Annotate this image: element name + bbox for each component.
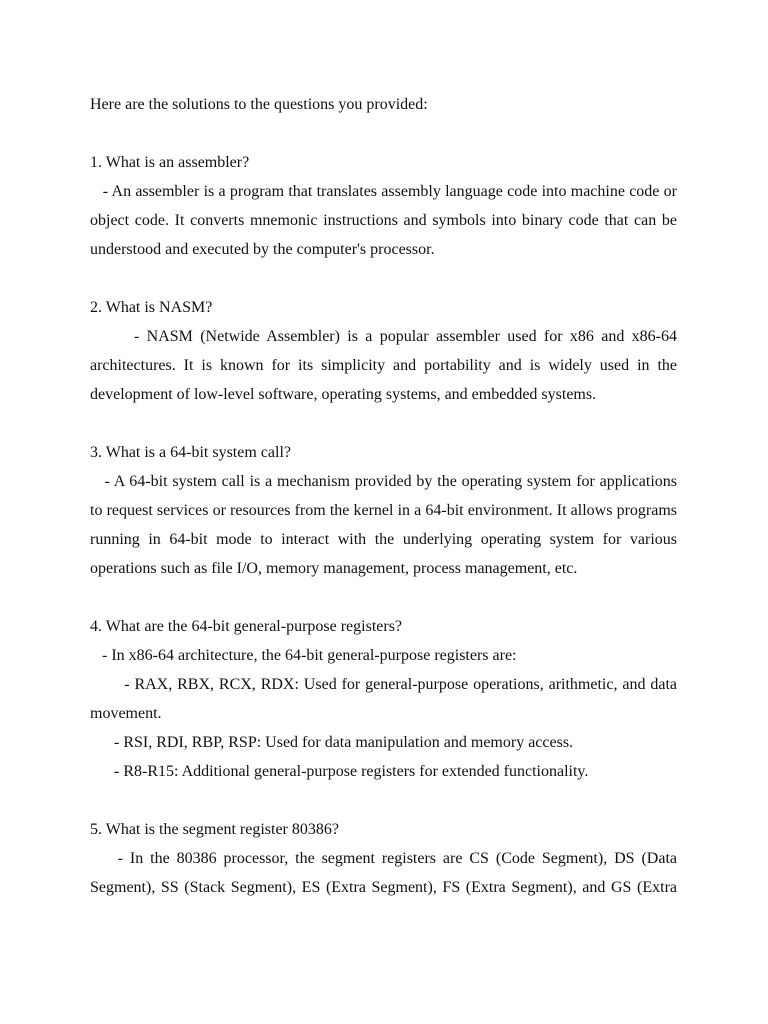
answer-3: - A 64-bit system call is a mechanism provided by the operating system for applications to request services or resources from the kernel in a 64-bit environment. It allows programs running in 64-bit mode to interact with the underlying operating system for various operations such as file I/O, memory management, process management, etc. (90, 473, 681, 577)
answer-1: - An assembler is a program that translates assembly language code into machine code or object code. It converts mnemonic instructions and symbols into binary code that can be understood and executed by the computer's processor. (90, 183, 681, 258)
question-3: 3. What is a 64-bit system call? (90, 444, 291, 461)
answer-4-intro: - In x86-64 architecture, the 64-bit general-purpose registers are: (90, 647, 517, 664)
paragraph-spacer (90, 786, 677, 815)
answer-5: - In the 80386 processor, the segment registers are CS (Code Segment), DS (Data Segment), SS (Stack Segment), ES (Extra Segment), FS (Extra Segment), and GS (Extra (90, 850, 682, 896)
question-4: 4. What are the 64-bit general-purpose registers? (90, 618, 403, 635)
question-1: 1. What is an assembler? (90, 154, 250, 171)
paragraph-spacer (90, 119, 677, 148)
question-2: 2. What is NASM? (90, 299, 213, 316)
answer-2: - NASM (Netwide Assembler) is a popular assembler used for x86 and x86-64 architectures. It is known for its simplicity and portability and is widely used in the development of low-level software, operating systems, and embedded systems. (90, 328, 681, 403)
question-5: 5. What is the segment register 80386? (90, 821, 339, 838)
intro-paragraph: Here are the solutions to the questions you provided: (90, 96, 428, 113)
document-body (90, 90, 682, 902)
paragraph-spacer (90, 264, 677, 293)
answer-4-item-2: - RSI, RDI, RBP, RSP: Used for data manipulation and memory access. (90, 734, 574, 751)
paragraph-spacer (90, 409, 677, 438)
answer-4-item-3: - R8-R15: Additional general-purpose registers for extended functionality. (90, 763, 589, 780)
answer-4-item-1: - RAX, RBX, RCX, RDX: Used for general-purpose operations, arithmetic, and data movement. (90, 676, 682, 722)
paragraph-spacer (90, 583, 677, 612)
